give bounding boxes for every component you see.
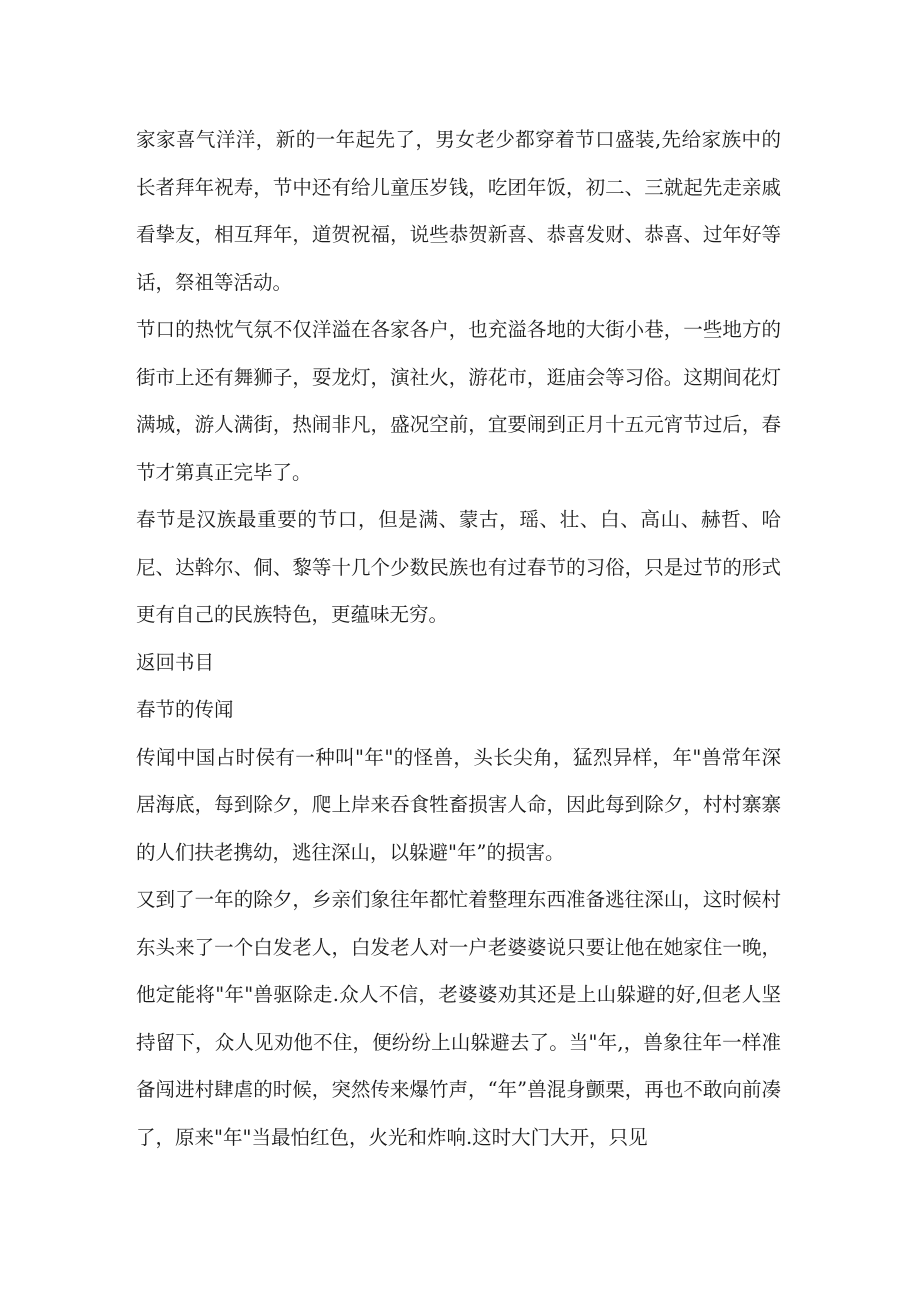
paragraph-nian-beast: 传闻中国占时侯有一种叫"年"的怪兽，头长尖角，猛烈异样，年"兽常年深居海底，每到除夕，爬上岸来吞食牲畜损害人命，因此每到除夕，村村寨寨的人们扶老携幼，逃往深山，以躲避"年”的损害。 [136,745,781,864]
back-to-contents-link[interactable]: 返回书目 [136,650,215,674]
paragraph-ethnic-groups: 春节是汉族最重要的节口，但是满、蒙古，瑶、壮、白、高山、赫哲、哈尼、达斡尔、侗、黎等十几个少数民族也有过春节的习俗，只是过节的形式更有自己的民族特色，更蕴味无穷。 [136,508,781,626]
document-body [136,116,781,1161]
paragraph-festive-atmosphere: 节口的热忱气氛不仅洋溢在各家各户，也充溢各地的大街小巷，一些地方的街市上还有舞狮子，耍龙灯，演社火，游花市，逛庙会等习俗。这期间花灯满城，游人满街，热闹非凡，盛况空前，宜要闹到正月十五元宵节过后，春节才第真正完毕了。 [136,318,781,484]
paragraph-old-man: 又到了一年的除夕，乡亲们象往年都忙着整理东西准备逃往深山，这时候村东头来了一个白发老人，白发老人对一户老婆婆说只要让他在她家住一晚，他定能将"年"兽驱除走.众人不信，老婆婆劝其还是上山躲避的好,但老人坚持留下，众人见劝他不住，便纷纷上山躲避去了。当"年,，兽象往年一样准备闯进村肆虐的时候，突然传来爆竹声，“年”兽混身颤栗，再也不敢向前凑了，原来"年"当最怕红色，火光和炸响.这时大门大开，只见 [136,888,781,1149]
paragraph-new-year-visits: 家家喜气洋洋，新的一年起先了，男女老少都穿着节口盛装,先给家族中的长者拜年祝寿，节中还有给儿童压岁钱，吃团年饭，初二、三就起先走亲戚看挚友，相互拜年，道贺祝福，说些恭贺新喜、恭喜发财、恭喜、过年好等话，祭祖等活动。 [136,128,781,294]
section-title: 春节的传闻 [136,698,234,721]
